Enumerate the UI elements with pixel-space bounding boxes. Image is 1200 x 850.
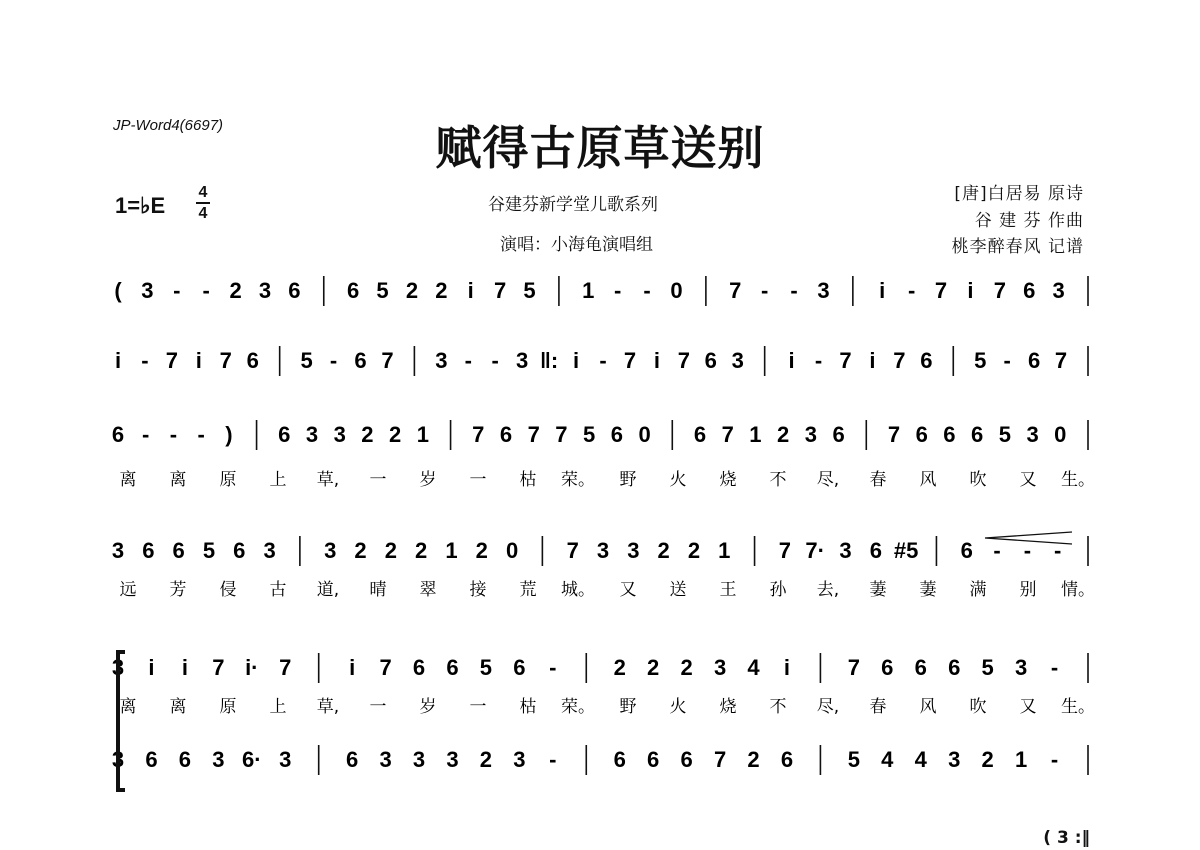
note: 7 bbox=[934, 278, 948, 303]
note: 7 bbox=[165, 348, 179, 373]
note: 7 bbox=[212, 655, 225, 680]
note: 7 bbox=[381, 348, 394, 373]
note: - bbox=[993, 538, 1001, 563]
note: 2 bbox=[475, 538, 488, 563]
note: 0 bbox=[1054, 422, 1067, 447]
note: i bbox=[148, 655, 155, 680]
note: ‖: bbox=[539, 348, 559, 373]
note: i bbox=[572, 348, 580, 373]
note: 6 bbox=[704, 348, 717, 373]
note: 5 bbox=[300, 348, 313, 373]
note: 3 bbox=[596, 538, 610, 563]
note: 6 bbox=[1023, 278, 1036, 303]
note: 6 bbox=[915, 422, 928, 447]
note: 5 bbox=[998, 422, 1011, 447]
note: 6 bbox=[1027, 348, 1041, 373]
note: 1 bbox=[416, 422, 429, 447]
note: 3 bbox=[948, 747, 961, 772]
note: - bbox=[197, 422, 205, 447]
note: i bbox=[181, 655, 188, 680]
lyric-syllable: 一 bbox=[369, 470, 387, 490]
note: 6 bbox=[948, 655, 961, 680]
note: 3 bbox=[731, 348, 744, 373]
note: 6 bbox=[354, 348, 367, 373]
lyric-syllable: 萋 bbox=[919, 580, 937, 600]
note: 5 bbox=[981, 655, 994, 680]
note: 2 bbox=[687, 538, 701, 563]
note: 7 bbox=[472, 422, 485, 447]
note: 2 bbox=[384, 538, 397, 563]
note: 7 bbox=[839, 348, 852, 373]
note: 7 bbox=[887, 422, 901, 447]
lyric-syllable: 荒 bbox=[519, 580, 537, 600]
note: i bbox=[879, 278, 886, 303]
note: 4 bbox=[914, 747, 927, 772]
lyric-syllable: 草, bbox=[316, 697, 340, 717]
note: 0 bbox=[638, 422, 651, 447]
note: - bbox=[907, 278, 916, 303]
note: 6 bbox=[145, 747, 158, 772]
note: 3 bbox=[713, 655, 727, 680]
note: 7 bbox=[713, 747, 727, 772]
note: 5 bbox=[479, 655, 493, 680]
note: - bbox=[790, 278, 798, 303]
lyric-syllable: 满 bbox=[969, 580, 987, 600]
note: 7 bbox=[279, 655, 292, 680]
lyric-syllable: 萋 bbox=[869, 580, 887, 600]
note: 3 bbox=[324, 538, 337, 563]
note: 3 bbox=[1052, 278, 1065, 303]
lyric-syllable: 上 bbox=[269, 697, 287, 717]
note: 6 bbox=[288, 278, 301, 303]
note: 5 bbox=[376, 278, 389, 303]
note: 1 bbox=[718, 538, 731, 563]
note: 5 bbox=[583, 422, 596, 447]
note: 6 bbox=[780, 747, 794, 772]
note: - bbox=[142, 422, 150, 447]
note: 7· bbox=[805, 538, 825, 563]
note: 7 bbox=[893, 348, 906, 373]
note: 2 bbox=[479, 747, 493, 772]
note: 3 bbox=[141, 278, 154, 303]
note: 3 bbox=[839, 538, 852, 563]
lyric-syllable: 不 bbox=[769, 697, 787, 717]
note: - bbox=[1003, 348, 1011, 373]
note: ( bbox=[114, 278, 122, 303]
note: 6 bbox=[680, 747, 693, 772]
note: 5 bbox=[523, 278, 536, 303]
note: 6 bbox=[446, 655, 459, 680]
lyric-syllable: 一 bbox=[369, 697, 387, 717]
lyric-syllable: 荣。 bbox=[561, 470, 595, 490]
note: 3 bbox=[258, 278, 272, 303]
key-signature: 1=♭E bbox=[115, 193, 166, 218]
lyric-syllable: 烧 bbox=[719, 697, 737, 717]
note: 7 bbox=[566, 538, 579, 563]
lyric-syllable: 翠 bbox=[419, 580, 437, 600]
note: 3 bbox=[111, 538, 125, 563]
time-signature-top: 4 bbox=[198, 184, 208, 201]
note: 3 bbox=[1014, 655, 1028, 680]
note: i bbox=[653, 348, 660, 373]
note: 3 bbox=[446, 747, 459, 772]
lyric-syllable: 侵 bbox=[219, 580, 237, 600]
lyric-syllable: 野 bbox=[619, 470, 637, 490]
lyric-syllable: 野 bbox=[619, 697, 637, 717]
note: 6 bbox=[647, 747, 660, 772]
note: 3 bbox=[305, 422, 319, 447]
note: 6 bbox=[172, 538, 185, 563]
lyric-syllable: 原 bbox=[219, 697, 237, 717]
note: 6 bbox=[610, 422, 623, 447]
note: - bbox=[599, 348, 607, 373]
note: - bbox=[329, 348, 338, 373]
note: 3 bbox=[212, 747, 225, 772]
lyric-syllable: 芳 bbox=[169, 580, 187, 600]
note: 6 bbox=[881, 655, 894, 680]
note: 2 bbox=[354, 538, 367, 563]
note: 2 bbox=[680, 655, 693, 680]
note: 7 bbox=[527, 422, 540, 447]
note: 3 bbox=[513, 747, 526, 772]
note: 6 bbox=[613, 747, 626, 772]
lyric-syllable: 城。 bbox=[561, 580, 595, 600]
credit-transcriber: 桃李醉春风 记谱 bbox=[951, 237, 1084, 257]
note: 6 bbox=[142, 538, 155, 563]
lyric-syllable: 别 bbox=[1019, 580, 1037, 600]
lyric-syllable: 又 bbox=[1019, 697, 1037, 717]
software-label: JP-Word4(6697) bbox=[113, 117, 224, 134]
lyric-syllable: 远 bbox=[119, 580, 137, 600]
lyric-syllable: 枯 bbox=[519, 697, 537, 717]
note: 7 bbox=[219, 348, 232, 373]
note: 3 bbox=[516, 348, 529, 373]
lyric-syllable: 古 bbox=[269, 580, 287, 600]
note: 7 bbox=[555, 422, 568, 447]
note: 1 bbox=[582, 278, 595, 303]
note: 3 bbox=[412, 747, 426, 772]
lyric-syllable: 岁 bbox=[419, 697, 437, 717]
note: - bbox=[1054, 538, 1062, 563]
lyric-syllable: 离 bbox=[169, 697, 187, 717]
note: 6 bbox=[233, 538, 246, 563]
note: 2 bbox=[229, 278, 242, 303]
lyric-syllable: 吹 bbox=[969, 697, 987, 717]
lyric-syllable: 情。 bbox=[1061, 580, 1095, 600]
lyric-syllable: 荣。 bbox=[561, 697, 595, 717]
note: 6 bbox=[513, 655, 526, 680]
lyric-syllable: 又 bbox=[1019, 470, 1037, 490]
lyric-syllable: 接 bbox=[469, 580, 487, 600]
note: 6 bbox=[111, 422, 125, 447]
lyric-syllable: 离 bbox=[119, 697, 137, 717]
note: 6 bbox=[914, 655, 927, 680]
note: 3 bbox=[804, 422, 817, 447]
note: 3 bbox=[817, 278, 830, 303]
note: 0 bbox=[670, 278, 683, 303]
note: 7 bbox=[721, 422, 734, 447]
note: 2 bbox=[389, 422, 402, 447]
lyric-syllable: 晴 bbox=[369, 580, 387, 600]
time-signature-bottom: 4 bbox=[198, 205, 208, 222]
credit-composer: 谷 建 芬 作曲 bbox=[974, 211, 1084, 231]
note: i bbox=[788, 348, 795, 373]
note: 7 bbox=[993, 278, 1006, 303]
lyric-syllable: 不 bbox=[769, 470, 787, 490]
note: 1 bbox=[1014, 747, 1028, 772]
note: 3 bbox=[435, 348, 448, 373]
note: 7 bbox=[847, 655, 860, 680]
note: 6 bbox=[869, 538, 882, 563]
lyric-syllable: 春 bbox=[869, 697, 887, 717]
note: i bbox=[783, 655, 791, 680]
note: - bbox=[1023, 538, 1032, 563]
note: 6 bbox=[278, 422, 291, 447]
lyric-syllable: 原 bbox=[219, 470, 237, 490]
note: 5 bbox=[974, 348, 987, 373]
note: 6 bbox=[943, 422, 956, 447]
lyric-syllable: 上 bbox=[269, 470, 287, 490]
note: i bbox=[114, 348, 122, 373]
lyric-syllable: 火 bbox=[669, 697, 687, 717]
note: i bbox=[467, 278, 474, 303]
note: 7 bbox=[623, 348, 637, 373]
lyric-syllable: 送 bbox=[669, 580, 687, 600]
lyric-syllable: 尽, bbox=[816, 470, 840, 490]
note: 4 bbox=[747, 655, 760, 680]
note: 3 bbox=[627, 538, 640, 563]
lyric-syllable: 生。 bbox=[1061, 470, 1095, 490]
note: 5 bbox=[202, 538, 216, 563]
note: 7 bbox=[379, 655, 392, 680]
note: 3 bbox=[1026, 422, 1039, 447]
lyric-syllable: 枯 bbox=[519, 470, 537, 490]
note: i bbox=[869, 348, 876, 373]
note: 2 bbox=[361, 422, 374, 447]
note: 1 bbox=[749, 422, 762, 447]
note: 2 bbox=[981, 747, 994, 772]
note: - bbox=[814, 348, 823, 373]
note: 6 bbox=[347, 278, 360, 303]
note: i bbox=[967, 278, 974, 303]
note: i bbox=[349, 655, 356, 680]
lyric-syllable: 尽, bbox=[816, 697, 840, 717]
lyric-syllable: 风 bbox=[919, 697, 937, 717]
note: 3 bbox=[279, 747, 292, 772]
note: - bbox=[173, 278, 181, 303]
note: 2 bbox=[435, 278, 448, 303]
note: 3 bbox=[263, 538, 276, 563]
lyric-syllable: 吹 bbox=[969, 470, 987, 490]
lyric-syllable: 道, bbox=[316, 580, 340, 600]
credit-poet: [唐]白居易 原诗 bbox=[954, 184, 1084, 204]
singer-label: 演唱：小海龟演唱组 bbox=[500, 235, 653, 255]
note: 2 bbox=[405, 278, 419, 303]
note: 6 bbox=[346, 747, 359, 772]
lyric-syllable: 草, bbox=[316, 470, 340, 490]
note: 2 bbox=[777, 422, 790, 447]
note: 7 bbox=[778, 538, 791, 563]
note: 6 bbox=[246, 348, 259, 373]
lyric-syllable: 生。 bbox=[1061, 697, 1095, 717]
lyric-syllable: 又 bbox=[619, 580, 637, 600]
note: 6 bbox=[178, 747, 192, 772]
note: 2 bbox=[647, 655, 660, 680]
lyric-syllable: 离 bbox=[169, 470, 187, 490]
note: 3 bbox=[111, 747, 125, 772]
note: - bbox=[549, 747, 557, 772]
page-title: 赋得古原草送别 bbox=[435, 121, 765, 175]
note: - bbox=[202, 278, 210, 303]
note: 7 bbox=[1054, 348, 1068, 373]
note: 3 bbox=[111, 655, 125, 680]
note: 6 bbox=[960, 538, 973, 563]
lyric-syllable: 王 bbox=[719, 580, 737, 600]
note: 6 bbox=[499, 422, 513, 447]
lyric-syllable: 风 bbox=[919, 470, 937, 490]
lyric-syllable: 烧 bbox=[719, 470, 737, 490]
note: ) bbox=[225, 422, 233, 447]
repeat-footer: ( 3 :‖ bbox=[1043, 828, 1090, 848]
lyric-syllable: 火 bbox=[669, 470, 687, 490]
note: 6 bbox=[920, 348, 933, 373]
note: 7 bbox=[729, 278, 742, 303]
note: 5 bbox=[847, 747, 860, 772]
note: - bbox=[1050, 747, 1059, 772]
note: 6· bbox=[242, 747, 262, 772]
note: 6 bbox=[832, 422, 845, 447]
note: - bbox=[643, 278, 651, 303]
note: #5 bbox=[893, 538, 919, 563]
note: 7 bbox=[677, 348, 690, 373]
lyric-syllable: 离 bbox=[119, 470, 137, 490]
note: 6 bbox=[412, 655, 426, 680]
note: 2 bbox=[747, 747, 760, 772]
lyric-syllable: 去, bbox=[816, 580, 840, 600]
lyric-syllable: 一 bbox=[469, 470, 487, 490]
note: - bbox=[761, 278, 769, 303]
note: 3 bbox=[379, 747, 392, 772]
note: - bbox=[141, 348, 149, 373]
note: 0 bbox=[505, 538, 519, 563]
note: - bbox=[614, 278, 622, 303]
note: 2 bbox=[415, 538, 428, 563]
series-label: 谷建芬新学堂儿歌系列 bbox=[488, 195, 658, 215]
note: 1 bbox=[445, 538, 458, 563]
lyric-syllable: 孙 bbox=[769, 580, 787, 600]
note: - bbox=[549, 655, 557, 680]
note: - bbox=[464, 348, 472, 373]
lyric-syllable: 春 bbox=[869, 470, 887, 490]
note: i· bbox=[245, 655, 259, 680]
note: 7 bbox=[493, 278, 507, 303]
note: 3 bbox=[333, 422, 346, 447]
note: - bbox=[491, 348, 499, 373]
lyric-syllable: 岁 bbox=[419, 470, 437, 490]
lyric-syllable: 一 bbox=[469, 697, 487, 717]
note: 2 bbox=[657, 538, 670, 563]
note: - bbox=[1050, 655, 1059, 680]
note: - bbox=[169, 422, 178, 447]
note: 2 bbox=[613, 655, 626, 680]
note: i bbox=[195, 348, 202, 373]
note: 4 bbox=[881, 747, 894, 772]
note: 6 bbox=[971, 422, 984, 447]
note: 6 bbox=[693, 422, 707, 447]
